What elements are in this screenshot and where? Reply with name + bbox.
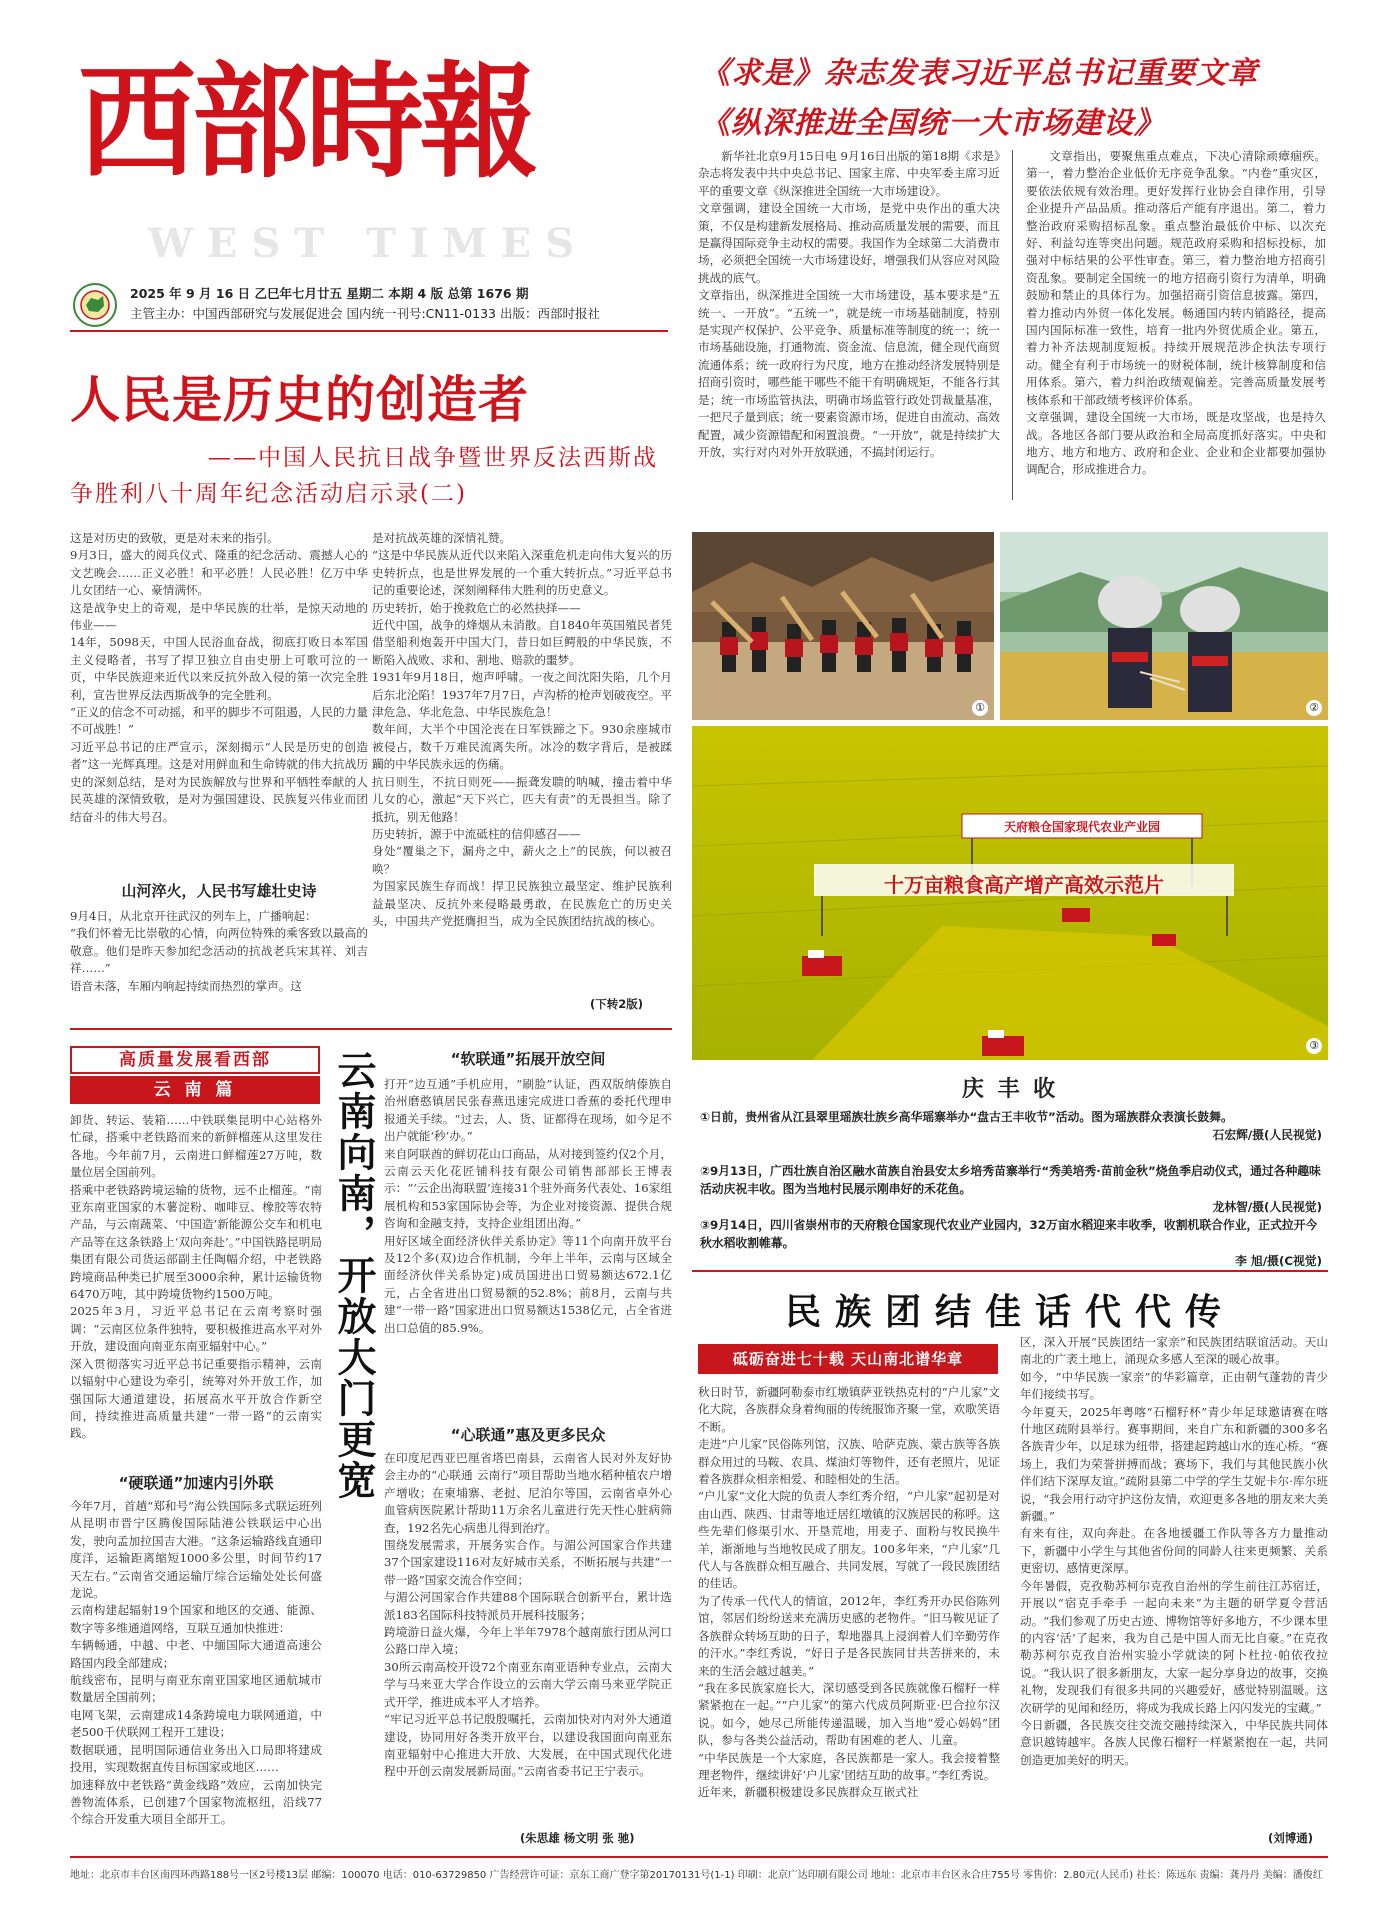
- yunnan-badge-top: 高质量发展看西部: [70, 1046, 320, 1074]
- yunnan-col-3a: 打开“边互通”手机应用，“刷脸”认证，西双版纳傣族自治州磨憨镇居民张春燕迅速完成进口香蕉的委托代理申报通关手续。“过去，人、货、证都得在现场，如今足不出户就能‘秒’办。” 来自阿联酋的鲜切花山口商品，从对接到签约仅2个月，云南云天化花匠铺科技有限公司销售部部长王博表示：“‘云企出海联盟’连接31个驻外商务代表处、16家组展机构和53家国际协会等，为企业对接资源、提供合规咨询和金融支持，支持企业组团出海。” 用好区域全面经济伙伴关系协定》等11个向南开放平台及12个多(双)边合作机制，今年上半年，云南与区域全面经济伙伴关系协定)成员国进出口贸易额达672.1亿元，占全省进出口贸易额的52.8%；前8月，云南与共建“一带一路”国家进出口贸易额达1538亿元，占全省进出口总值的85.9%。: [384, 1077, 672, 1335]
- masthead-title: 西部時報: [78, 48, 535, 195]
- yunnan-col-1b: 今年7月，首趟“郑和号”海公铁国际多式联运班列从昆明市晋宁区腾俊国际陆港公铁联运中心出发，驶向孟加拉国吉大港。“这条运输路线直通印度洋，运输距离缩短1000多公里，时间节约17天左右。”云南省交通运输厅综合运输处处长何盛龙说。 云南构建起辐射19个国家和地区的交通、能源、数字等多维通道网络，互联互通加快推进： 车辆畅通，中越、中老、中缅国际大通道高速公路国内段全部建成； 航线密布，昆明与南亚东南亚国家地区通航城市数量居全国前列； 电网飞架，云南建成14条跨境电力联网通道，中老500千伏联网工程开工建设； 数据联通，昆明国际通信业务出入口局即将建成投用，实现数据直传目标国家或地区…… 加速释放中老铁路“黄金线路”效应，云南加快完善物流体系，已创建7个国家物流枢纽，沿线77个综合开发重大项目全部开工。: [70, 1499, 322, 1827]
- harvest-credit-3: 李 旭/摄(C视觉): [1235, 1254, 1322, 1268]
- qiushi-col-2: 文章指出，要聚焦重点难点，下决心清除顽瘴痼疾。第一，着力整治企业低价无序竞争乱象。“内卷”重灾区，要依法依规有效治理。更好发挥行业协会自律作用，引导企业提升产品品质。推动落后产能有序退出。第二，着力整治政府采购招标乱象。重点整治最低价中标、以次充好、利益勾连等突出问题。规范政府采购和招标投标，加强对中标结果的公平性审查。第三，着力整治地方招商引资乱象。要制定全国统一的地方招商引资行为清单，明确鼓励和禁止的具体行为。加强招商引资信息披露。第四，着力推动内外贸一体化发展。畅通国内转内销路径，提高国内国际标准一致性，培育一批内外贸优质企业。第五，着力补齐法规制度短板。持续开展规范涉企执法专项行动。健全有利于市场统一的财税体制，统计核算制度和信用体系。第六，着力纠治政绩观偏差。完善高质量发展考核体系和干部政绩考核评价体系。 文章强调，建设全国统一大市场，既是攻坚战，也是持久战。各地区各部门要从政治和全局高度抓好落实。中央和地方、地方和地方、政府和企业、企业和企业都要加强协调配合，形成推进合力。: [1026, 149, 1326, 477]
- lead-col-1b: 9月4日，从北京开往武汉的列车上，广播响起： “我们怀着无比崇敬的心情，向两位特殊的乘客致以最高的敬意。他们是昨天参加纪念活动的抗战老兵宋其祥、刘吉祥……” 语音未落，车厢内响起持续而热烈的掌声。这: [70, 909, 368, 993]
- qiushi-headline-1: 《求是》杂志发表习近平总书记重要文章: [700, 56, 1258, 91]
- harvest-caption-1-text: ①日前，贵州省从江县翠里瑶族壮族乡高华瑶寨举办“盘古王丰收节”活动。图为瑶族群众表演长鼓舞。: [700, 1110, 1233, 1124]
- photo-badge-2: ②: [1306, 700, 1322, 716]
- lead-subheadline: ——中国人民抗日战争暨世界反法西斯战争胜利八十周年纪念活动启示录(二): [70, 445, 658, 507]
- harvest-credit-2: 龙林智/摄(人民视觉): [1212, 1200, 1322, 1214]
- harvest-caption-1: [700, 1108, 1322, 1144]
- footer-info: 地址：北京市丰台区南四环西路188号一区2号楼13层 邮编：100070 电话：010-63729850 广告经营许可证：京东工商广登字第20170131号(1-1) 印刷：北京广达印刷有限公司 地址：北京市丰台区永合庄755号 零售价：2.80元(人民币) 社长：陈远东 责编：龚丹丹 美编：潘俊红: [70, 1870, 1323, 1881]
- harvest-caption-3: [700, 1216, 1322, 1270]
- unity-title: 民族团结佳话代代传: [784, 1291, 1235, 1333]
- publisher-info: 主管主办：中国西部研究与发展促进会 国内统一刊号:CN11-0133 出版：西部时报社: [130, 306, 600, 321]
- unity-col-1: 秋日时节，新疆阿勒泰市红墩镇萨亚铁热克村的“户儿家”文化大院，各族群众身着绚丽的传统服饰齐聚一堂，欢歌笑语不断。 走进“户儿家”民俗陈列馆，汉族、哈萨克族、蒙古族等各族群众用过的马鞍、农具、煤油灯等物件，还有老照片，见证着各族群众相亲相爱、和睦相处的生活。 “户儿家”文化大院的负责人李红秀介绍，“户儿家”起初是对由山西、陕西、甘肃等地迁居红墩镇的汉族居民的称呼。这些先辈们修渠引水、开垦荒地，用麦子、面粉与牧民换牛羊，渐渐地与当地牧民成了朋友。100多年来，“户儿家”几代人与各族群众相互融合、共同发展，写就了一段民族团结的佳话。 为了传承一代代人的情谊，2012年，李红秀开办民俗陈列馆，邻居们纷纷送来充满历史感的老物件。“旧马鞍见证了各族群众转场互助的日子，犁地器具上浸润着人们辛勤劳作的汗水。”李红秀说，“好日子是各民族同甘共苦拼来的，未来的生活会越过越美。” “我在多民族家庭长大，深切感受到各民族就像石榴籽一样紧紧抱在一起。”“户儿家”的第六代成员阿斯亚·巴合拉尔汉说。如今，她尽己所能传递温暖，加入当地“爱心妈妈”团队，参与各类公益活动，帮助有困难的老人、儿童。 “中华民族是一个大家庭，各民族都是一家人。我会接着整理老物件，继续讲好‘户儿家’团结互助的故事。”李红秀说。 近年来，新疆积极建设多民族群众互嵌式社: [698, 1385, 1000, 1800]
- issue-info: 2025 年 9 月 16 日 乙巳年七月廿五 星期二 本期 4 版 总第 1676 期: [130, 286, 529, 301]
- field-banner-1: 天府粮仓国家现代农业产业园: [1003, 820, 1160, 834]
- yunnan-badge-bottom: 云 南 篇: [70, 1076, 320, 1104]
- lead-col-1a: 这是对历史的致敬，更是对未来的指引。 9月3日，盛大的阅兵仪式、隆重的纪念活动、震撼人心的文艺晚会……正义必胜！和平必胜！人民必胜！亿万中华儿女团结一心、豪情满怀。 这是战争史上的奇观，是中华民族的壮举，是惊天动地的伟业—— 14年，5098天，中国人民浴血奋战，彻底打败日本军国主义侵略者，书写了捍卫独立自由史册上可歌可泣的一页，中华民族迎来近代以来反抗外敌入侵的第一次完全胜利，宣告世界反法西斯战争的完全胜利。 “正义的信念不可动摇，和平的脚步不可阻遏，人民的力量不可战胜！” 习近平总书记的庄严宣示，深刻揭示“人民是历史的创造者”这一光辉真理。这是对用鲜血和生命铸就的伟大抗战历史的深刻总结，是对为民族解放与世界和平牺牲奉献的人民英雄的深情致敬，是对为强国建设、民族复兴伟业而团结奋斗的伟大号召。: [70, 531, 368, 824]
- yunnan-heading-1: “硬联通”加速内引外联: [118, 1474, 274, 1492]
- lead-col-2: 是对抗战英雄的深情礼赞。 “这是中华民族从近代以来陷入深重危机走向伟大复兴的历史转折点，也是世界发展的一个重大转折点。”习近平总书记的重要论述，深刻阐释伟大胜利的历史意义。 历史转折，始于挽救危亡的必然抉择—— 近代中国，战争的烽烟从未消散。自1840年英国殖民者凭借坚船利炮轰开中国大门，昔日如巨鳄般的中华民族，不断陷入战败、求和、割地、赔款的噩梦。 1931年9月18日，炮声呼啸。一夜之间沈阳失陷，几个月后东北沦陷！1937年7月7日，卢沟桥的枪声划破夜空。平津危急、华北危急、中华民族危急！ 数年间，大半个中国沦丧在日军铁蹄之下。930余座城市被侵占，数千万难民流离失所。冰冷的数字背后，是被蹂躏的中华民族永远的伤痛。 抗日则生，不抗日则死——振聋发聩的呐喊，撞击着中华儿女的心，激起“天下兴亡，匹夫有责”的无畏担当。除了抵抗，别无他路！ 历史转折，源于中流砥柱的信仰感召—— 身处“覆巢之下，漏舟之中，薪火之上”的民族，何以被召唤？ 为国家民族生存而战！捍卫民族独立最坚定、维护民族利益最坚决、反抗外来侵略最勇敢，在民族危亡的历史关头，中国共产党挺膺担当，成为全民族团结抗战的核心。: [372, 531, 672, 928]
- photo-badge-1: ①: [972, 700, 988, 716]
- lead-headline: 人民是历史的创造者: [70, 371, 529, 429]
- harvest-bottom-rule: [692, 1270, 1328, 1272]
- yunnan-heading-3: “心联通”惠及更多民众: [450, 1426, 606, 1444]
- photo-badge-3: ③: [1306, 1038, 1322, 1054]
- masthead-english: WEST TIMES: [148, 220, 589, 267]
- yunnan-top-rule: [70, 1028, 672, 1030]
- masthead: [78, 48, 638, 267]
- continued-note: (下转2版): [590, 997, 644, 1011]
- qiushi-col-1: 新华社北京9月15日电 9月16日出版的第18期《求是》杂志将发表中共中央总书记、国家主席、中央军委主席习近平的重要文章《纵深推进全国统一大市场建设》。 文章强调，建设全国统一大市场，是党中央作出的重大决策，不仅是构建新发展格局、推动高质量发展的需要，而且是赢得国际竞争主动权的需要。我国作为全球第二大消费市场，必须把全国统一大市场建设好，增强我们从容应对风险挑战的底气。 文章指出，纵深推进全国统一大市场建设，基本要求是“五统一、一开放”。“五统一”，就是统一市场基础制度，特别是实现产权保护、公平竞争、质量标准等制度的统一；统一市场基础设施，打通物流、资金流、信息流，健全现代商贸流通体系；统一政府行为尺度，地方在推动经济发展特别是招商引资时，哪些能干哪些不能干有明确规矩，不能各行其是；统一市场监管执法，明确市场监管行政处罚裁量基准，一把尺子量到底；统一要素资源市场，促进自由流动、高效配置，减少资源错配和闲置浪费。“一开放”，就是持续扩大开放，实行对内对外开放联通，不搞封闭运行。: [698, 149, 1000, 459]
- yunnan-col-3b: 在印度尼西亚巴厘省塔巴南县，云南省人民对外友好协会主办的“心联通 云南行”项目帮助当地水稻种植农户增产增收；在柬埔寨、老挝、尼泊尔等国，云南省卓外心血管病医院累计帮助11万余名儿童进行先天性心脏病筛查，192名先心病患儿得到治疗。 围绕发展需求，开展务实合作。与湄公河国家合作共建37个国家建设116对友好城市关系，不断拓展与共建“一带一路”国家交流合作空间； 与湄公河国家合作共建88个国际联合创新平台，累计选派183名国际科技特派员开展科技服务； 跨境游日益火爆，今年上半年7978个越南旅行团从河口公路口岸入境； 30所云南高校开设72个南亚东南亚语种专业点，云南大学与马来亚大学合作设立的云南大学云南马来亚学院正式开学，推进成本平人才培养。 “牢记习近平总书记殷殷嘱托，云南加快对内对外大通道建设，协同用好各类开放平台，以建设我国面向南亚东南亚辐射中心推进大开放、大发展，在中国式现代化进程中开创云南发展新局面。”云南省委书记王宁表示。: [384, 1451, 672, 1779]
- photo-rice-harvest: [692, 726, 1328, 1060]
- harvest-title: 庆 丰 收: [961, 1077, 1059, 1102]
- photo-miao-villagers: [1000, 532, 1328, 720]
- yunnan-heading-2: “软联通”拓展开放空间: [450, 1050, 606, 1068]
- harvest-caption-3-text: ③9月14日，四川省崇州市的天府粮仓国家现代农业产业园内，32万亩水稻迎来丰收季，收割机联合作业，正式拉开今秋水稻收割帷幕。: [700, 1218, 1318, 1250]
- harvest-credit-1: 石宏辉/摄(人民视觉): [1212, 1128, 1322, 1142]
- yunnan-credit: (朱思雄 杨文明 张 驰): [520, 1831, 635, 1845]
- footer-rule: [70, 1856, 1328, 1858]
- seal-logo: [72, 282, 118, 328]
- harvest-caption-2: [700, 1162, 1322, 1216]
- field-banner-2: 十万亩粮食高产增产高效示范片: [884, 873, 1164, 897]
- unity-credit: (刘博通): [1268, 1831, 1314, 1845]
- column-divider: [1012, 150, 1013, 500]
- lead-col-1-heading: 山河淬火，人民书写雄壮史诗: [121, 882, 317, 900]
- masthead-rule: [70, 330, 668, 332]
- unity-badge: 砥砺奋进七十载 天山南北谱华章: [698, 1344, 998, 1374]
- photo-yao-drum-dance: [692, 532, 994, 720]
- unity-col-2: 区，深入开展“民族团结一家亲”和民族团结联谊活动。天山南北的广袤土地上，涌现众多感人至深的暖心故事。 如今，“中华民族一家亲”的华彩篇章，正由朝气蓬勃的青少年们接续书写。 今年夏天，2025年粤喀“石榴籽杯”青少年足球邀请赛在喀什地区疏附县举行。赛事期间，来自广东和新疆的300多名各族青少年，以足球为纽带，搭建起跨越山水的连心桥。“赛场上，我们为荣誉拼搏而战；赛场下，我们与其他民族小伙伴们结下深厚友谊。”疏附县第二中学的学生艾妮卡尔·库尔班说，“我会用行动守护这份友情，欢迎更多各地的朋友来大美新疆。” 有来有往，双向奔赴。在各地援疆工作队等各方力量推动下，新疆中小学生与其他省份间的同龄人往来更频繁、关系更密切、感情更深厚。 今年暑假，克孜勒苏柯尔克孜自治州的学生前往江苏宿迁，开展以“宿克手牵手 一起向未来”为主题的研学夏令营活动。“我们参观了历史古迹、博物馆等好多地方，不少课本里的内容‘活’了起来，我为自己是中国人而无比自豪。”在克孜勒苏柯尔克孜自治州实验小学就读的阿卜杜拉·帕依孜拉说。“我认识了很多新朋友，大家一起分享身边的故事，交换礼物，发现我们有很多共同的兴趣爱好，感觉特别温暖。这次研学的见闻和经历，将成为我成长路上闪闪发光的宝藏。” 今日新疆，各民族交往交流交融持续深入，中华民族共同体意识越铸越牢。各族人民像石榴籽一样紧紧抱在一起，共同创造更加美好的明天。: [1020, 1335, 1328, 1767]
- harvest-caption-2-text: ②9月13日，广西壮族自治区融水苗族自治县安太乡培秀苗寨举行“秀美培秀·苗前金秋”烧鱼季启动仪式，通过各种趣味活动庆祝丰收。图为当地村民展示刚串好的禾花鱼。: [700, 1164, 1321, 1196]
- qiushi-headline-2: 《纵深推进全国统一大市场建设》: [700, 106, 1165, 141]
- yunnan-vertical-title: 云南向南，开放大门更宽: [331, 1050, 376, 1501]
- yunnan-col-1a: 卸货、转运、装箱……中铁联集昆明中心站格外忙碌，搭乘中老铁路而来的新鲜榴莲从这里发往各地。今年前7月，云南进口鲜榴莲27万吨，数量位居全国前列。 搭乘中老铁路跨境运输的货物，远不止榴莲。“南亚东南亚国家的木薯淀粉、咖啡豆、橡胶等农特产品，与云南蔬菜、‘中国造’新能源公交车和机电产品等在这条铁路上‘双向奔赴’。”中国铁路昆明局集团有限公司货运部副主任陶幅介绍，中老铁路跨境商品种类已扩展至3000余种，累计运输货物6470万吨，其中跨境货物约1500万吨。 2025年3月，习近平总书记在云南考察时强调：“云南区位条件独特，要积极推进高水平对外开放，建设面向南亚东南亚辐射中心。” 深入贯彻落实习近平总书记重要指示精神，云南以辐射中心建设为牵引，统筹对外开放工作，加强国际大通道建设，拓展高水平开放合作新空间，持续推进高质量共建“一带一路”的云南实践。: [70, 1113, 322, 1441]
